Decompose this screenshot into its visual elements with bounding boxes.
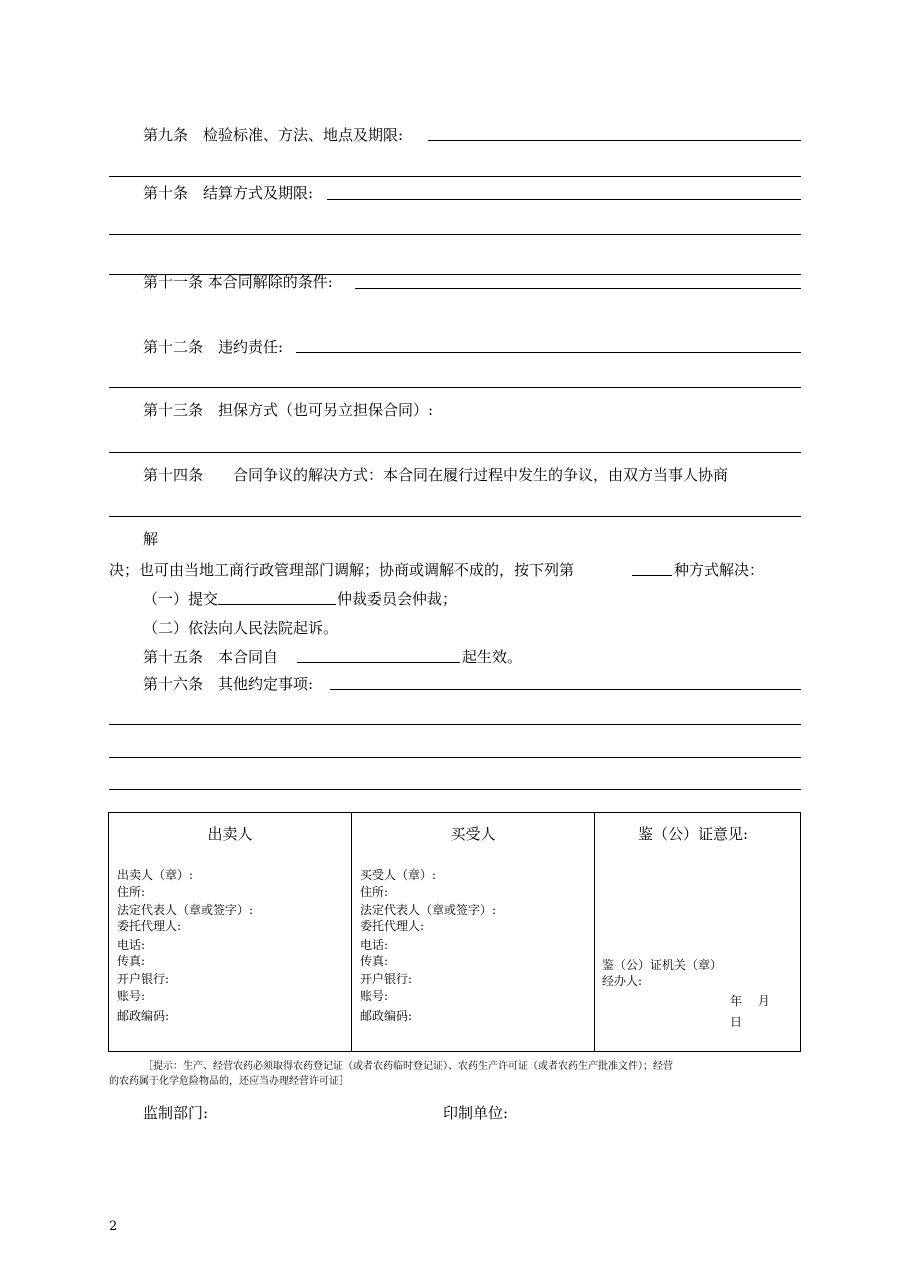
article-10-blank[interactable] — [327, 199, 801, 200]
buyer-header: 买受人 — [450, 825, 496, 843]
seller-legal-rep-field[interactable]: 法定代表人（章或签字）: — [117, 903, 254, 917]
notary-date-ym[interactable]: 年 月 — [730, 994, 770, 1008]
article-11: 第十一条 本合同解除的条件: — [143, 273, 333, 291]
article-14-cont-2: 种方式解决： — [674, 561, 765, 579]
blank-line[interactable] — [109, 176, 801, 177]
blank-line[interactable] — [109, 234, 801, 235]
buyer-bank-field[interactable]: 开户银行: — [360, 972, 413, 986]
article-13: 第十三条 担保方式（也可另立担保合同）: — [143, 401, 434, 419]
article-12: 第十二条 违约责任: — [143, 338, 284, 356]
blank-line[interactable] — [109, 387, 801, 388]
seller-address-field[interactable]: 住所: — [117, 885, 146, 899]
article-15-tail: 起生效。 — [462, 648, 523, 666]
seller-postcode-field[interactable]: 邮政编码: — [117, 1009, 170, 1023]
seller-account-field[interactable]: 账号: — [117, 989, 146, 1003]
blank-line[interactable] — [109, 452, 801, 453]
seller-bank-field[interactable]: 开户银行: — [117, 972, 170, 986]
blank-line[interactable] — [109, 757, 801, 758]
printer-label: 印制单位: — [443, 1104, 509, 1122]
buyer-cell — [352, 813, 595, 1052]
seller-fax-field[interactable]: 传真: — [117, 954, 146, 968]
article-14-cont: 决；也可由当地工商行政管理部门调解；协商或调解不成的，按下列第 — [109, 561, 575, 579]
buyer-seal-field[interactable]: 买受人（章）: — [360, 868, 437, 882]
buyer-phone-field[interactable]: 电话: — [360, 938, 389, 952]
blank-line[interactable] — [109, 516, 801, 517]
article-10: 第十条 结算方式及期限: — [143, 184, 314, 202]
buyer-legal-rep-field[interactable]: 法定代表人（章或签字）: — [360, 903, 497, 917]
notary-header: 鉴（公）证意见: — [638, 825, 749, 843]
seller-phone-field[interactable]: 电话: — [117, 938, 146, 952]
notary-date-d[interactable]: 日 — [730, 1015, 743, 1029]
article-11-blank[interactable] — [355, 288, 801, 289]
article-15: 第十五条 本合同自 — [143, 648, 279, 666]
option-1: （一）提交 — [143, 590, 219, 608]
notary-handler-field[interactable]: 经办人: — [602, 974, 643, 988]
hint-note-line-1: ［提示：生产、经营农药必须取得农药登记证（或者农药临时登记证）、农药生产许可证（或者农药生产批准文件）；经营 — [143, 1061, 673, 1072]
notary-authority-field[interactable]: 鉴（公）证机关（章） — [602, 958, 723, 972]
buyer-address-field[interactable]: 住所: — [360, 885, 389, 899]
buyer-account-field[interactable]: 账号: — [360, 989, 389, 1003]
seller-cell — [109, 813, 352, 1052]
method-number-blank[interactable] — [632, 575, 672, 576]
option-1-tail: 仲裁委员会仲裁； — [337, 590, 458, 608]
article-16: 第十六条 其他约定事项: — [143, 675, 314, 693]
notary-cell — [595, 813, 801, 1052]
article-16-blank[interactable] — [330, 689, 801, 690]
blank-line[interactable] — [109, 789, 801, 790]
buyer-fax-field[interactable]: 传真: — [360, 954, 389, 968]
supervisor-label: 监制部门: — [143, 1104, 209, 1122]
blank-line[interactable] — [109, 724, 801, 725]
effective-date-blank[interactable] — [297, 662, 460, 663]
option-2: （二）依法向人民法院起诉。 — [143, 619, 339, 637]
hint-note-line-2: 的农药属于化学危险物品的，还应当办理经营许可证］ — [109, 1076, 349, 1087]
arbitration-blank[interactable] — [218, 604, 336, 605]
seller-agent-field[interactable]: 委托代理人: — [117, 919, 182, 933]
page-number: 2 — [109, 1219, 118, 1234]
article-9: 第九条 检验标准、方法、地点及期限: — [143, 126, 404, 144]
article-12-blank[interactable] — [296, 352, 801, 353]
article-9-blank[interactable] — [428, 140, 801, 141]
article-14: 第十四条 合同争议的解决方式：本合同在履行过程中发生的争议，由双方当事人协商 — [143, 466, 729, 484]
signature-table — [108, 812, 801, 1052]
buyer-agent-field[interactable]: 委托代理人: — [360, 919, 425, 933]
seller-seal-field[interactable]: 出卖人（章）: — [117, 868, 194, 882]
buyer-postcode-field[interactable]: 邮政编码: — [360, 1009, 413, 1023]
article-14-jie: 解 — [143, 530, 159, 548]
seller-header: 出卖人 — [207, 825, 253, 843]
